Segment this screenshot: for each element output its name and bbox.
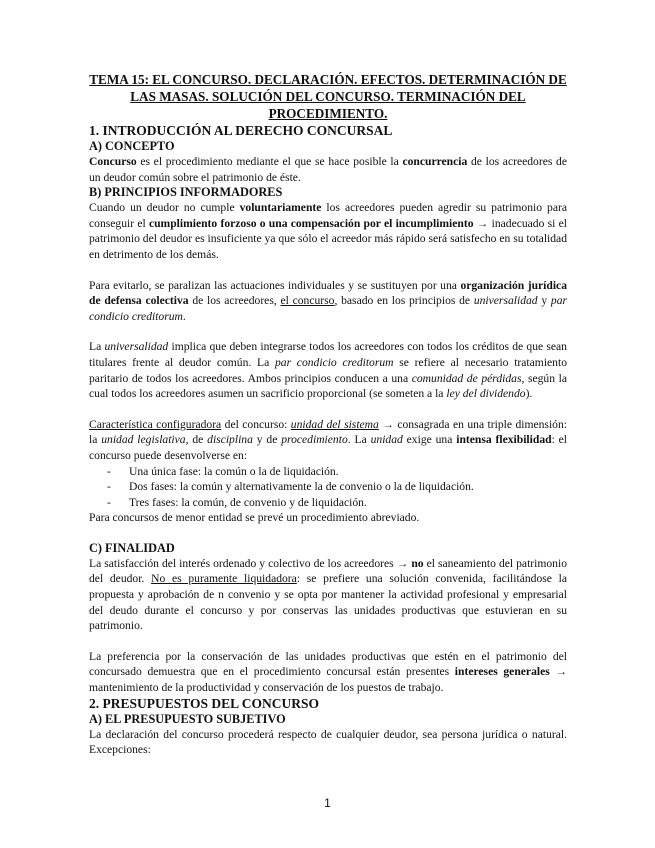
paragraph-gap xyxy=(89,634,567,649)
text-run: de los acreedores de un deudor común sobre el patrimonio de éste. xyxy=(89,155,567,184)
section-heading-introduccion: 1. INTRODUCCIÓN AL DERECHO CONCURSAL xyxy=(89,123,393,138)
text-run: y de xyxy=(252,433,282,447)
paragraph-finalidad-1 xyxy=(89,556,567,634)
page-number: 1 xyxy=(324,796,331,810)
text-run: se refiere al necesario tratamiento paritario de todos los acreedores. Ambos principios conducen a una xyxy=(89,355,567,385)
term-universalidad: universalidad xyxy=(104,340,169,354)
term-comunidad-perdidas: comunidad de pérdidas xyxy=(411,371,522,385)
text-run: ). xyxy=(525,387,533,401)
text-run: Cuando un deudor no cumple xyxy=(89,201,240,215)
paragraph-procedimiento-abreviado: Para concursos de menor entidad se prevé un procedimiento abreviado. xyxy=(89,511,420,525)
term-no: no xyxy=(411,556,424,570)
text-run: La satisfacción del interés ordenado y colectivo de los acreedores → xyxy=(89,556,412,570)
text-run: de los acreedores, xyxy=(188,294,281,308)
list-item xyxy=(107,479,567,495)
text-run: el saneamiento del patrimonio del deudor. xyxy=(89,556,568,586)
list-dash: - xyxy=(107,495,111,509)
list-item-text: Dos fases: la común y alternativamente la de convenio o la de liquidación. xyxy=(129,480,474,494)
text-run: , de xyxy=(185,433,208,447)
text-run: La xyxy=(89,340,105,354)
term-par-condicio: par condicio creditorum xyxy=(89,294,567,323)
term-universalidad: universalidad xyxy=(473,294,538,308)
term-intereses-generales: intereses generales xyxy=(454,665,550,679)
text-run: : se prefiere una solución convenida, facilitándose la propuesta y aprobación de n convenio y se opta por mantener la actividad profesional y empresarial del deudo durante el concurso y por conservas las unidades productivas que estuvieran en su patrimonio. xyxy=(89,572,567,633)
subsection-heading-concepto: A) CONCEPTO xyxy=(89,139,175,153)
term-unidad-sistema: unidad del sistema xyxy=(290,417,379,431)
paragraph-gap xyxy=(89,324,567,339)
subsection-heading-finalidad: C) FINALIDAD xyxy=(89,540,175,555)
text-run: Para evitarlo, se paralizan las actuaciones individuales y se sustituyen por una xyxy=(89,278,461,292)
paragraph-principios-2 xyxy=(89,278,567,325)
text-run: . xyxy=(182,309,186,323)
document-page xyxy=(89,71,567,758)
term-ley-dividendo: ley del dividendo xyxy=(446,387,526,401)
section-heading-presupuestos: 2. PRESUPUESTOS DEL CONCURSO xyxy=(89,695,320,711)
text-run: y xyxy=(537,294,551,308)
paragraph-gap xyxy=(89,526,567,541)
document-title: TEMA 15: EL CONCURSO. DECLARACIÓN. EFECTOS. DETERMINACIÓN DE LAS MASAS. SOLUCIÓN DEL CONCURSO. TERMINACIÓN DEL PROCEDIMIENTO. xyxy=(89,72,567,121)
list-item-text: Una única fase: la común o la de liquidación. xyxy=(129,464,339,478)
text-run: → inadecuado si el patrimonio del deudor es insuficiente ya que sólo el acreedor más rápido será satisfecho en su totalidad en detrimento de los demás. xyxy=(89,216,567,261)
list-item xyxy=(107,495,567,511)
term-organizacion-juridica: organización jurídica de defensa colectiva xyxy=(89,278,567,308)
paragraph-principios-4 xyxy=(89,417,567,464)
text-run: exige una xyxy=(402,433,457,447)
subsection-heading-presupuesto-subjetivo: A) EL PRESUPUESTO SUBJETIVO xyxy=(89,711,286,726)
text-run: del concurso: xyxy=(221,417,291,431)
paragraph-concepto xyxy=(89,154,567,185)
text-run: : el concurso puede desenvolverse en: xyxy=(89,433,568,462)
subsection-heading-principios: B) PRINCIPIOS INFORMADORES xyxy=(89,185,283,200)
text-run: . La xyxy=(347,433,371,447)
term-concurso: Concurso xyxy=(89,155,137,168)
paragraph-principios-1 xyxy=(89,200,567,262)
term-cumplimiento-forzoso: cumplimiento forzoso o una compensación por el incumplimiento xyxy=(148,216,474,230)
phases-list xyxy=(89,464,567,511)
term-voluntariamente: voluntariamente xyxy=(239,201,322,215)
text-run: La preferencia por la conservación de las unidades productivas que estén en el patrimonio del concursado demuestra que en el procedimiento concursal están presentes xyxy=(89,649,567,679)
text-run: → mantenimiento de la productividad y conservación de los puestos de trabajo. xyxy=(89,665,568,695)
term-el-concurso: el concurso xyxy=(280,294,335,308)
term-caracteristica-configuradora: Característica configuradora xyxy=(89,417,222,431)
paragraph-presupuesto-subjetivo: La declaración del concurso procederá respecto de cualquier deudor, sea persona jurídica o natural. Excepciones: xyxy=(89,727,567,757)
paragraph-finalidad-2 xyxy=(89,649,567,696)
term-intensa-flexibilidad: intensa flexibilidad xyxy=(456,433,552,447)
term-concurrencia: concurrencia xyxy=(402,155,468,168)
text-run: los acreedores pueden agredir su patrimonio para conseguir el xyxy=(89,201,567,230)
term-no-liquidadora: No es puramente liquidadora xyxy=(151,572,297,586)
list-item xyxy=(107,464,567,480)
paragraph-principios-3 xyxy=(89,339,567,401)
term-unidad: unidad xyxy=(370,433,403,447)
text-run: , según la cual todos los acreedores asumen un sacrificio proporcional (se someten a la xyxy=(89,371,567,401)
term-disciplina: disciplina xyxy=(207,433,253,447)
term-par-condicio: par condicio creditorum xyxy=(274,355,394,369)
list-dash: - xyxy=(107,464,111,478)
text-run: implica que deben integrarse todos los acreedores con todos los créditos de que sean titulares frente al deudor común. La xyxy=(89,340,567,369)
list-dash: - xyxy=(107,480,111,494)
term-unidad-legislativa: unidad legislativa xyxy=(101,433,186,447)
text-run: , basado en los principios de xyxy=(334,294,474,308)
list-item-text: Tres fases: la común, de convenio y de liquidación. xyxy=(129,495,367,509)
paragraph-gap xyxy=(89,263,567,278)
term-procedimiento: procedimiento xyxy=(281,433,348,447)
paragraph-gap xyxy=(89,402,567,417)
text-run: es el procedimiento mediante el que se hace posible la xyxy=(136,155,403,168)
text-run: → consagrada en una triple dimensión: la xyxy=(89,417,567,447)
